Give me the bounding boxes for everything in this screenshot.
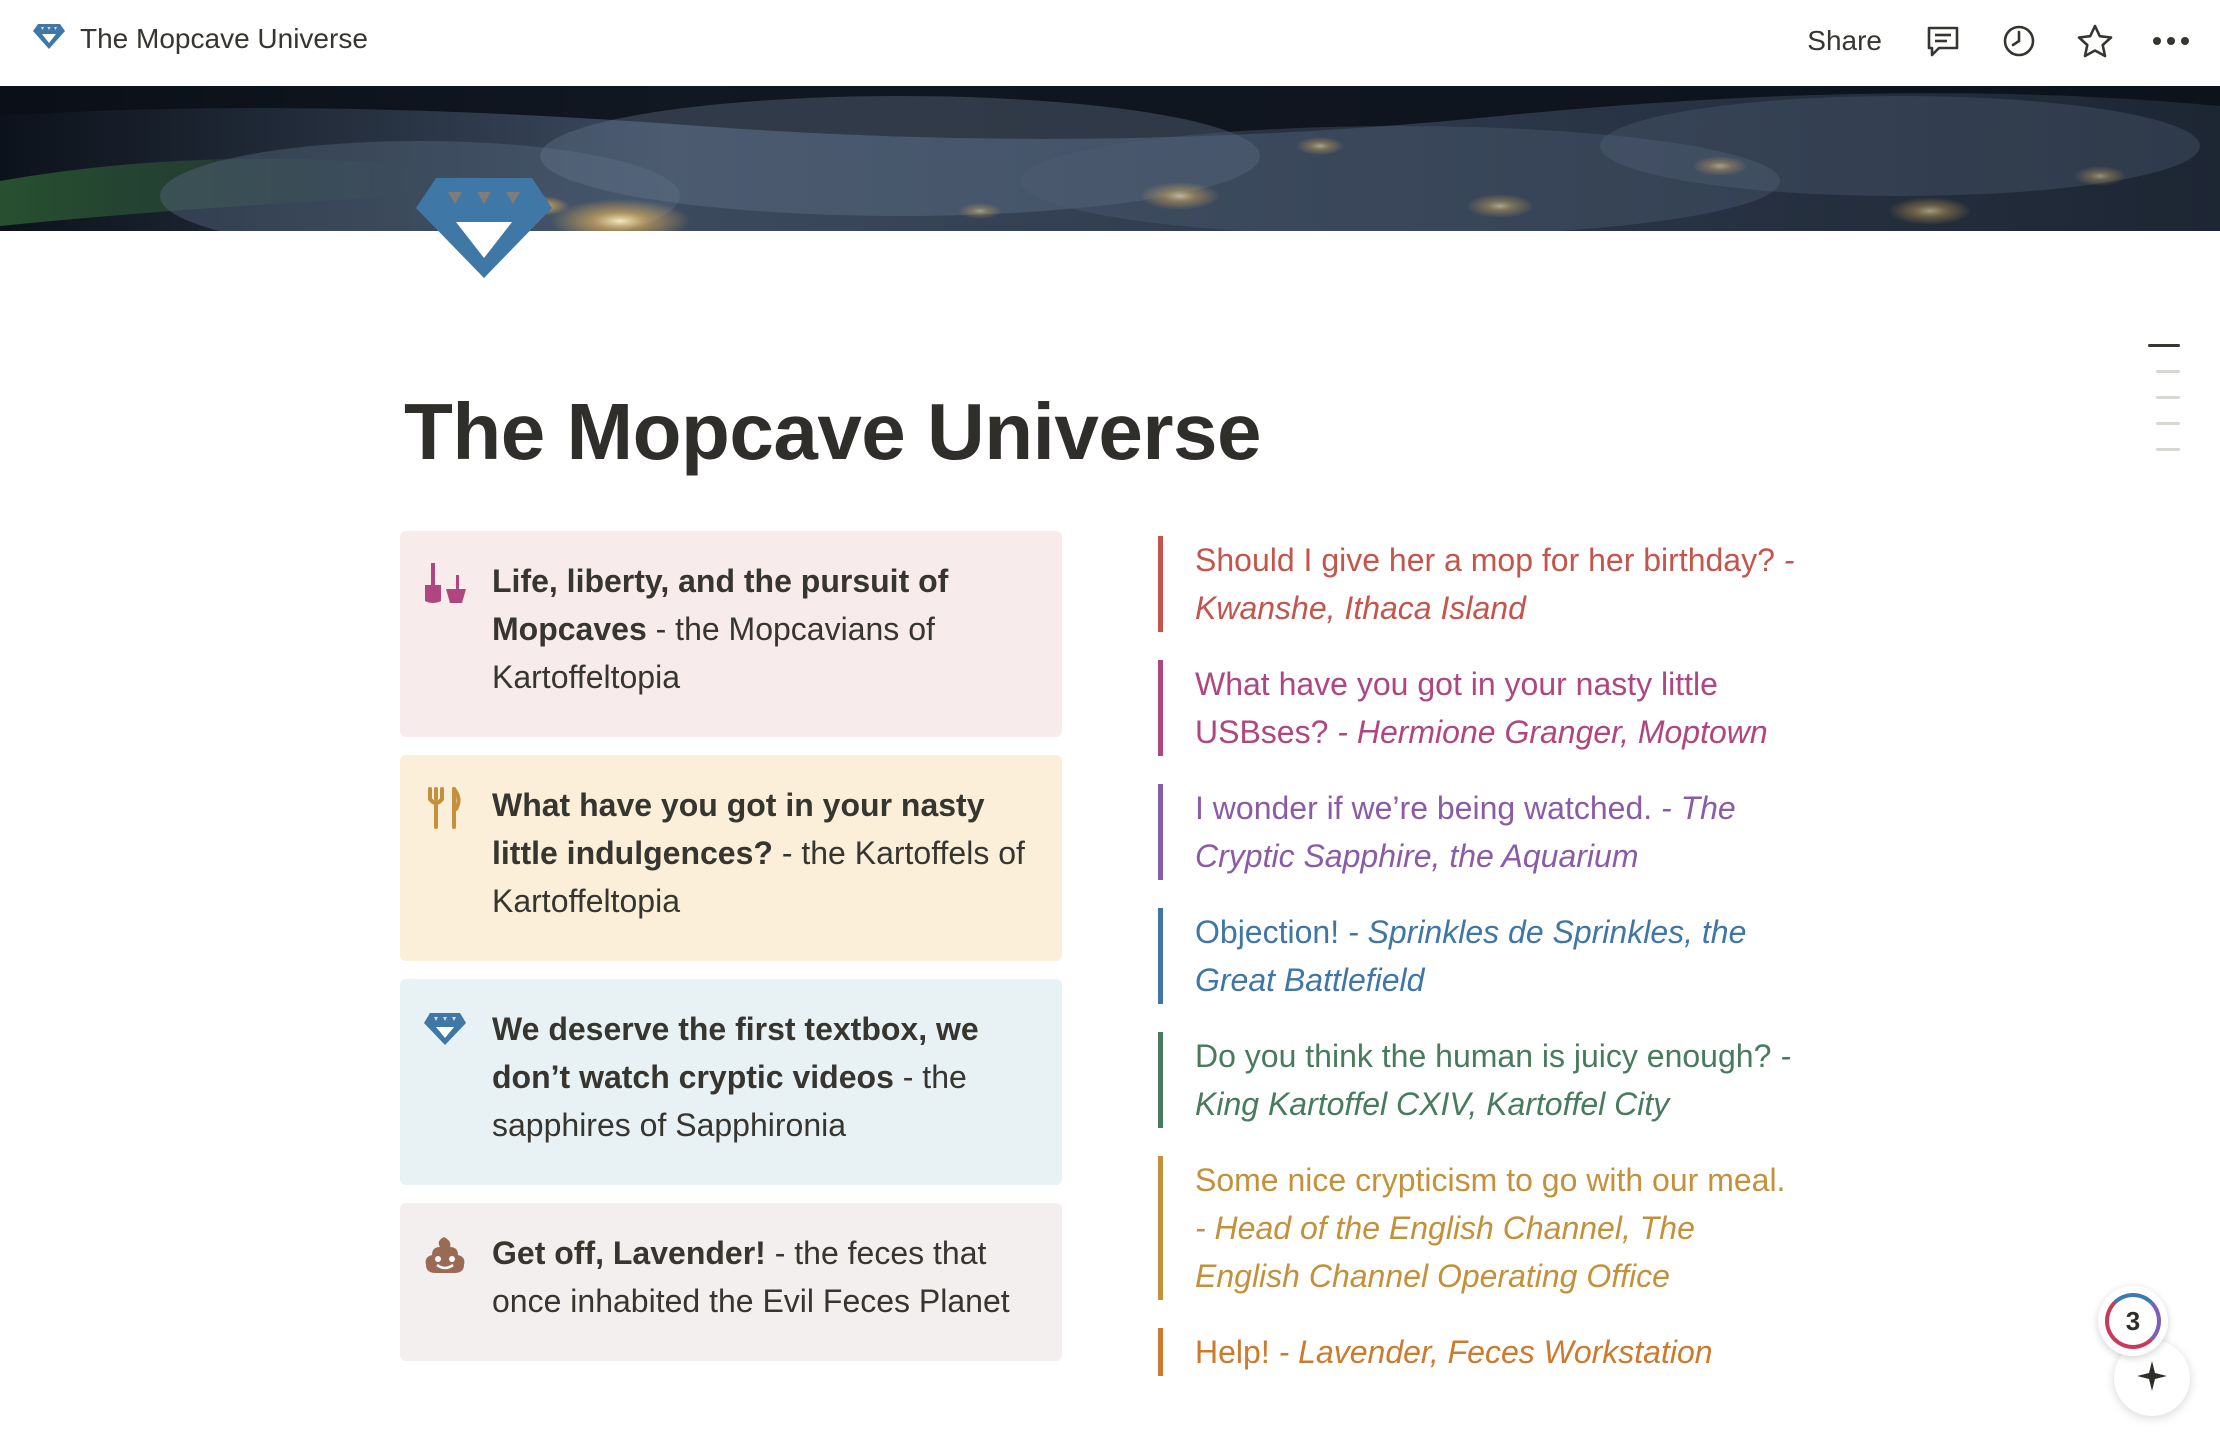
quote-text: Should I give her a mop for her birthday? [1195, 542, 1775, 578]
callout-bold-text: Get off, Lavender! [492, 1235, 766, 1271]
quote-block[interactable] [1158, 660, 1798, 756]
callout-bold-text: What have you got in your nasty little indulgences? [492, 787, 985, 871]
callout-attribution: - the Mopcavians of Kartoffeltopia [492, 611, 935, 695]
quote-block[interactable] [1158, 1032, 1798, 1128]
quote-block[interactable] [1158, 908, 1798, 1004]
table-of-contents-minimap[interactable] [2146, 344, 2182, 474]
quote-attribution: - Head of the English Channel, The English Channel Operating Office [1195, 1210, 1695, 1294]
toc-marker[interactable] [2156, 396, 2180, 399]
quote-attribution: - Hermione Granger, Moptown [1328, 714, 1768, 750]
more-icon[interactable] [2148, 18, 2194, 64]
poop-icon [422, 1233, 468, 1279]
top-actions [1799, 18, 2194, 64]
quote-block[interactable] [1158, 536, 1798, 632]
callout-attribution: - the Kartoffels of Kartoffeltopia [492, 835, 1025, 919]
fork-knife-icon [422, 785, 468, 831]
toc-marker[interactable] [2148, 344, 2180, 347]
topbar [0, 0, 2220, 86]
notification-count: 3 [2105, 1293, 2161, 1349]
quote-text: Some nice crypticism to go with our meal. [1195, 1162, 1786, 1198]
gem-icon [422, 1009, 468, 1055]
quote-block[interactable] [1158, 784, 1798, 880]
quote-text: Do you think the human is juicy enough? [1195, 1038, 1772, 1074]
toc-marker[interactable] [2156, 422, 2180, 425]
notification-badge[interactable] [2098, 1286, 2168, 1356]
callout-mopcavians[interactable] [400, 531, 1062, 737]
callout-attribution: - the feces that once inhabited the Evil Feces Planet [492, 1235, 1010, 1319]
callout-kartoffels[interactable] [400, 755, 1062, 961]
quote-attribution: - Sprinkles de Sprinkles, the Great Battlefield [1195, 914, 1747, 998]
broom-mop-icon [422, 561, 468, 607]
cover-image[interactable] [0, 86, 2220, 231]
quote-text: What have you got in your nasty little USBses? [1195, 666, 1718, 750]
star-icon[interactable] [2072, 18, 2118, 64]
callout-bold-text: Life, liberty, and the pursuit of Mopcaves [492, 563, 949, 647]
callout-sapphires[interactable] [400, 979, 1062, 1185]
page-icon-gem[interactable] [412, 172, 556, 282]
history-icon[interactable] [1996, 18, 2042, 64]
quote-attribution: - Kwanshe, Ithaca Island [1195, 542, 1795, 626]
quote-block[interactable] [1158, 1156, 1798, 1300]
quote-block[interactable] [1158, 1328, 1798, 1376]
quote-attribution: - King Kartoffel CXIV, Kartoffel City [1195, 1038, 1791, 1122]
page-title[interactable]: The Mopcave Universe [404, 387, 1261, 476]
quote-attribution: - Lavender, Feces Workstation [1269, 1334, 1713, 1370]
sparkle-icon [2135, 1359, 2169, 1398]
quote-attribution: - The Cryptic Sapphire, the Aquarium [1195, 790, 1736, 874]
comment-icon[interactable] [1920, 18, 1966, 64]
quote-text: I wonder if we’re being watched. [1195, 790, 1653, 826]
gem-icon [32, 22, 66, 55]
callout-attribution: - the sapphires of Sapphironia [492, 1059, 967, 1143]
quote-text: Objection! [1195, 914, 1340, 950]
toc-marker[interactable] [2156, 370, 2180, 373]
callout-bold-text: We deserve the first textbox, we don’t watch cryptic videos [492, 1011, 979, 1095]
breadcrumb[interactable] [32, 22, 368, 55]
callout-feces[interactable] [400, 1203, 1062, 1361]
quote-text: Help! [1195, 1334, 1270, 1370]
breadcrumb-title[interactable]: The Mopcave Universe [80, 22, 368, 54]
toc-marker[interactable] [2156, 448, 2180, 451]
share-button[interactable]: Share [1807, 25, 1882, 56]
